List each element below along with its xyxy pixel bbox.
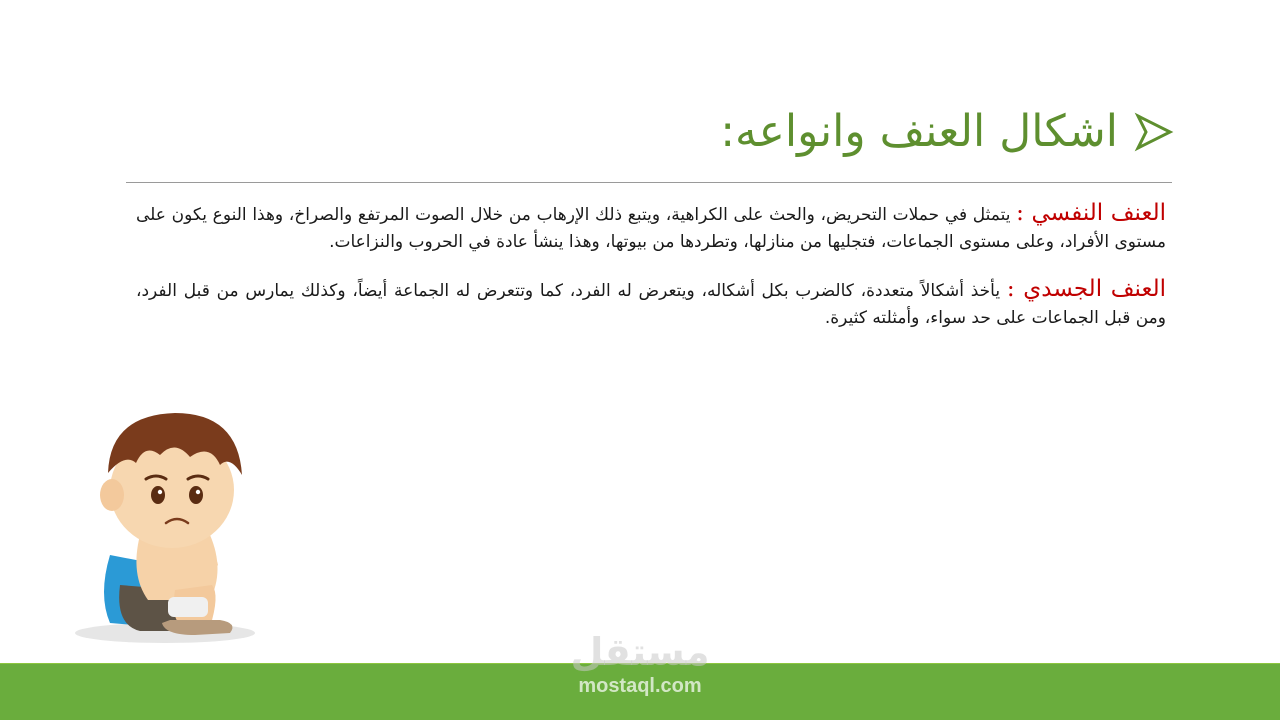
sad-boy-illustration: [70, 395, 270, 650]
slide-title: اشكال العنف وانواعه:: [720, 106, 1118, 157]
watermark-logo: مستقل: [570, 630, 710, 674]
slide-content: [136, 200, 1166, 352]
paragraph-physical-violence: [136, 276, 1166, 332]
term-psychological-violence: العنف النفسي :: [1016, 200, 1166, 226]
paragraph-text: يأخذ أشكالاً متعددة، كالضرب بكل أشكاله، ويتعرض له الفرد، كما وتتعرض له الجماعة أيضاً، وكذلك يمارس من قبل الفرد، ومن قبل الجماعات على حد سواء، وأمثلته كثيرة.: [136, 281, 1166, 328]
watermark-url: mostaql.com: [578, 675, 702, 697]
arrow-right-bullet-icon: [1134, 112, 1174, 152]
term-physical-violence: العنف الجسدي :: [1006, 276, 1166, 302]
title-divider: [126, 182, 1172, 183]
paragraph-psychological-violence: [136, 200, 1166, 256]
paragraph-text: يتمثل في حملات التحريض، والحث على الكراهية، ويتبع ذلك الإرهاب من خلال الصوت المرتفع والصراخ، وهذا النوع يكون على مستوى الأفراد، وعلى مستوى الجماعات، فتجليها من منازلها، وتطردها من بيوتها، وهذا ينشأ عادة في الحروب والنزاعات.: [136, 205, 1166, 252]
footer-bar: [0, 664, 1280, 720]
slide-title-row: [720, 106, 1174, 159]
